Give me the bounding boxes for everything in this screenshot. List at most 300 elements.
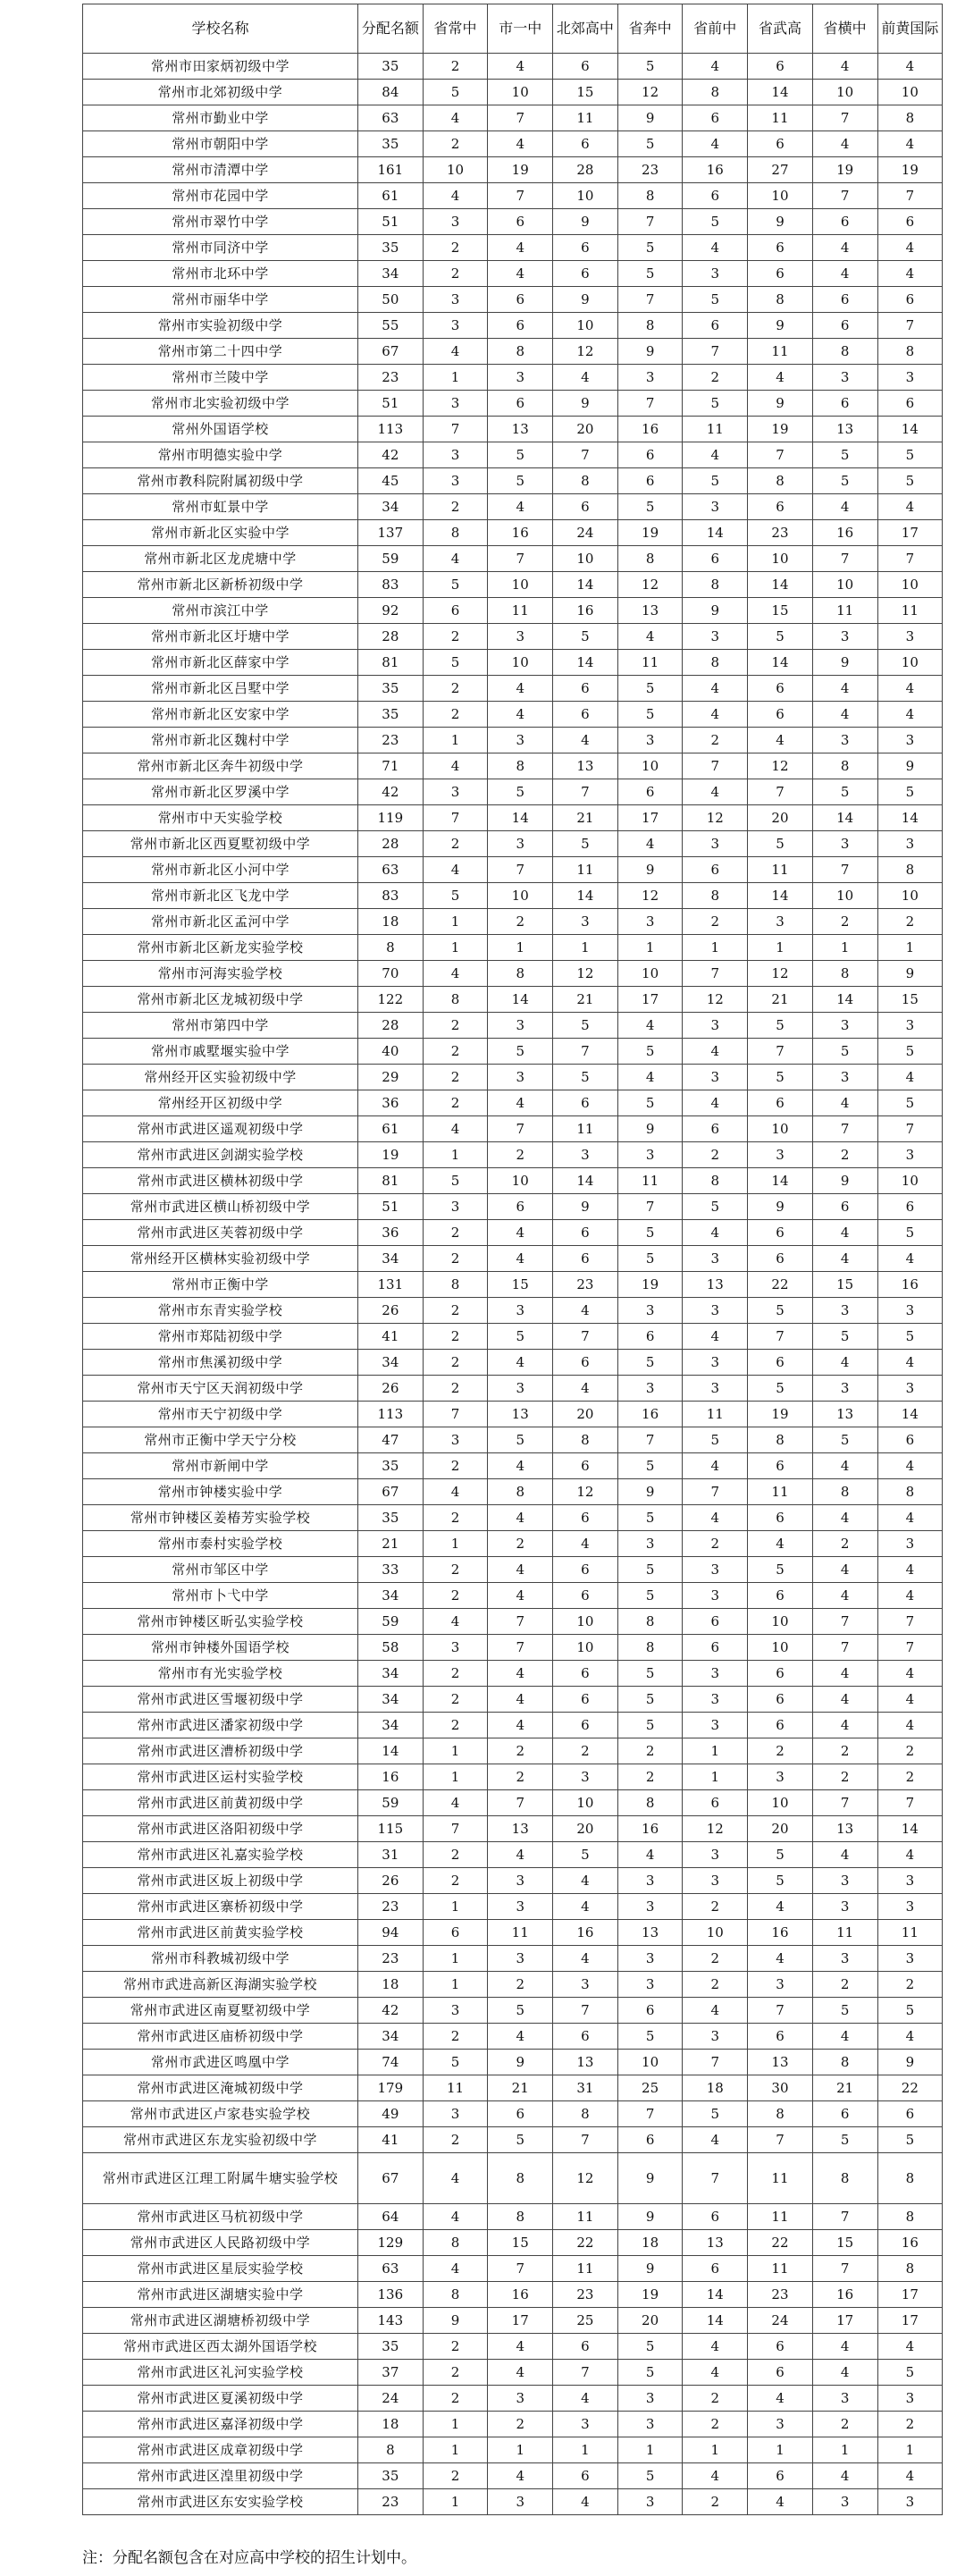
value-cell: 61 bbox=[358, 183, 424, 209]
value-cell: 2 bbox=[423, 2127, 488, 2153]
value-cell: 14 bbox=[877, 417, 943, 442]
value-cell: 19 bbox=[812, 157, 877, 183]
value-cell: 19 bbox=[617, 1272, 683, 1298]
value-cell: 3 bbox=[617, 728, 683, 753]
school-name-cell: 常州市翠竹中学 bbox=[83, 209, 358, 235]
value-cell: 2 bbox=[812, 1764, 877, 1790]
value-cell: 1 bbox=[488, 935, 553, 961]
table-row bbox=[83, 131, 943, 157]
value-cell: 6 bbox=[488, 1194, 553, 1220]
value-cell: 179 bbox=[358, 2075, 424, 2101]
value-cell: 71 bbox=[358, 753, 424, 779]
table-row bbox=[83, 1065, 943, 1090]
value-cell: 51 bbox=[358, 391, 424, 417]
school-name-cell: 常州市钟楼区姜椿芳实验学校 bbox=[83, 1505, 358, 1531]
value-cell: 34 bbox=[358, 1661, 424, 1687]
value-cell: 11 bbox=[748, 105, 813, 131]
value-cell: 59 bbox=[358, 1790, 424, 1816]
value-cell: 3 bbox=[683, 261, 748, 287]
value-cell: 21 bbox=[488, 2075, 553, 2101]
value-cell: 5 bbox=[423, 80, 488, 105]
value-cell: 5 bbox=[683, 2101, 748, 2127]
value-cell: 6 bbox=[553, 1505, 618, 1531]
header-allocation-quota: 分配名额 bbox=[358, 4, 424, 54]
table-row bbox=[83, 1116, 943, 1142]
value-cell: 7 bbox=[617, 1427, 683, 1453]
value-cell: 5 bbox=[877, 1090, 943, 1116]
value-cell: 9 bbox=[748, 209, 813, 235]
value-cell: 3 bbox=[812, 365, 877, 391]
value-cell: 9 bbox=[617, 857, 683, 883]
value-cell: 23 bbox=[358, 1946, 424, 1972]
value-cell: 11 bbox=[748, 339, 813, 365]
value-cell: 3 bbox=[488, 1946, 553, 1972]
value-cell: 6 bbox=[683, 857, 748, 883]
school-name-cell: 常州市新北区安家中学 bbox=[83, 702, 358, 728]
value-cell: 1 bbox=[553, 2437, 618, 2463]
value-cell: 3 bbox=[683, 1376, 748, 1402]
value-cell: 5 bbox=[488, 1039, 553, 1065]
value-cell: 35 bbox=[358, 1453, 424, 1479]
value-cell: 7 bbox=[553, 2127, 618, 2153]
school-name-cell: 常州市武进区南夏墅初级中学 bbox=[83, 1998, 358, 2024]
table-row bbox=[83, 1427, 943, 1453]
table-row bbox=[83, 1453, 943, 1479]
table-row bbox=[83, 753, 943, 779]
value-cell: 4 bbox=[812, 676, 877, 702]
value-cell: 4 bbox=[683, 2463, 748, 2489]
value-cell: 3 bbox=[748, 909, 813, 935]
school-name-cell: 常州市武进区遥观初级中学 bbox=[83, 1116, 358, 1142]
value-cell: 35 bbox=[358, 676, 424, 702]
value-cell: 33 bbox=[358, 1557, 424, 1583]
table-row bbox=[83, 805, 943, 831]
value-cell: 5 bbox=[877, 2127, 943, 2153]
value-cell: 8 bbox=[748, 2101, 813, 2127]
value-cell: 4 bbox=[877, 2463, 943, 2489]
value-cell: 42 bbox=[358, 1998, 424, 2024]
value-cell: 4 bbox=[488, 1505, 553, 1531]
value-cell: 7 bbox=[423, 1402, 488, 1427]
value-cell: 4 bbox=[423, 857, 488, 883]
table-row bbox=[83, 2256, 943, 2282]
value-cell: 6 bbox=[553, 2463, 618, 2489]
value-cell: 6 bbox=[683, 1790, 748, 1816]
value-cell: 6 bbox=[617, 1998, 683, 2024]
table-row bbox=[83, 468, 943, 494]
school-name-cell: 常州市武进区寨桥初级中学 bbox=[83, 1894, 358, 1920]
value-cell: 5 bbox=[617, 1583, 683, 1609]
value-cell: 4 bbox=[488, 131, 553, 157]
table-row bbox=[83, 1039, 943, 1065]
value-cell: 2 bbox=[877, 1738, 943, 1764]
table-row bbox=[83, 2050, 943, 2075]
value-cell: 8 bbox=[423, 2282, 488, 2308]
value-cell: 6 bbox=[683, 183, 748, 209]
table-row bbox=[83, 157, 943, 183]
value-cell: 4 bbox=[553, 1946, 618, 1972]
value-cell: 113 bbox=[358, 417, 424, 442]
value-cell: 8 bbox=[877, 2256, 943, 2282]
value-cell: 6 bbox=[553, 702, 618, 728]
value-cell: 6 bbox=[877, 1427, 943, 1453]
value-cell: 4 bbox=[683, 1324, 748, 1350]
value-cell: 131 bbox=[358, 1272, 424, 1298]
value-cell: 3 bbox=[617, 1298, 683, 1324]
value-cell: 16 bbox=[617, 1816, 683, 1842]
value-cell: 4 bbox=[748, 1946, 813, 1972]
school-name-cell: 常州市新北区实验中学 bbox=[83, 520, 358, 546]
value-cell: 7 bbox=[748, 1324, 813, 1350]
table-row bbox=[83, 1946, 943, 1972]
value-cell: 34 bbox=[358, 494, 424, 520]
value-cell: 4 bbox=[488, 1842, 553, 1868]
table-row bbox=[83, 598, 943, 624]
value-cell: 9 bbox=[553, 209, 618, 235]
value-cell: 7 bbox=[812, 857, 877, 883]
value-cell: 14 bbox=[488, 987, 553, 1013]
value-cell: 4 bbox=[553, 365, 618, 391]
school-name-cell: 常州外国语学校 bbox=[83, 417, 358, 442]
value-cell: 3 bbox=[617, 1376, 683, 1402]
value-cell: 7 bbox=[812, 2256, 877, 2282]
value-cell: 30 bbox=[748, 2075, 813, 2101]
value-cell: 2 bbox=[423, 1376, 488, 1402]
value-cell: 10 bbox=[553, 1790, 618, 1816]
value-cell: 19 bbox=[617, 520, 683, 546]
table-row bbox=[83, 2437, 943, 2463]
school-name-cell: 常州市卜弋中学 bbox=[83, 1583, 358, 1609]
school-name-cell: 常州经开区实验初级中学 bbox=[83, 1065, 358, 1090]
value-cell: 34 bbox=[358, 1713, 424, 1738]
value-cell: 6 bbox=[812, 313, 877, 339]
value-cell: 4 bbox=[877, 1842, 943, 1868]
value-cell: 5 bbox=[748, 1557, 813, 1583]
table-row bbox=[83, 105, 943, 131]
value-cell: 1 bbox=[423, 728, 488, 753]
value-cell: 3 bbox=[423, 442, 488, 468]
value-cell: 13 bbox=[683, 2230, 748, 2256]
value-cell: 5 bbox=[812, 2127, 877, 2153]
value-cell: 7 bbox=[488, 1635, 553, 1661]
value-cell: 4 bbox=[812, 1453, 877, 1479]
value-cell: 11 bbox=[877, 1920, 943, 1946]
value-cell: 8 bbox=[812, 339, 877, 365]
value-cell: 2 bbox=[423, 2334, 488, 2360]
value-cell: 10 bbox=[877, 80, 943, 105]
school-name-cell: 常州市武进区横山桥初级中学 bbox=[83, 1194, 358, 1220]
table-row bbox=[83, 261, 943, 287]
value-cell: 6 bbox=[423, 598, 488, 624]
value-cell: 35 bbox=[358, 131, 424, 157]
value-cell: 8 bbox=[812, 2050, 877, 2075]
value-cell: 1 bbox=[617, 935, 683, 961]
value-cell: 119 bbox=[358, 805, 424, 831]
value-cell: 11 bbox=[617, 1168, 683, 1194]
value-cell: 3 bbox=[877, 831, 943, 857]
value-cell: 10 bbox=[553, 546, 618, 572]
value-cell: 2 bbox=[488, 1531, 553, 1557]
table-row bbox=[83, 1609, 943, 1635]
value-cell: 4 bbox=[683, 676, 748, 702]
value-cell: 3 bbox=[423, 391, 488, 417]
school-name-cell: 常州市正衡中学天宁分校 bbox=[83, 1427, 358, 1453]
value-cell: 7 bbox=[877, 183, 943, 209]
value-cell: 1 bbox=[748, 2437, 813, 2463]
school-name-cell: 常州市花园中学 bbox=[83, 183, 358, 209]
value-cell: 6 bbox=[748, 702, 813, 728]
value-cell: 14 bbox=[683, 520, 748, 546]
value-cell: 6 bbox=[488, 209, 553, 235]
header-school: 省横中 bbox=[812, 4, 877, 54]
value-cell: 2 bbox=[617, 1738, 683, 1764]
value-cell: 49 bbox=[358, 2101, 424, 2127]
value-cell: 5 bbox=[748, 831, 813, 857]
value-cell: 6 bbox=[748, 1220, 813, 1246]
header-school: 市一中 bbox=[488, 4, 553, 54]
value-cell: 10 bbox=[553, 1635, 618, 1661]
value-cell: 3 bbox=[488, 831, 553, 857]
value-cell: 4 bbox=[488, 1220, 553, 1246]
value-cell: 11 bbox=[553, 2256, 618, 2282]
value-cell: 4 bbox=[877, 1453, 943, 1479]
value-cell: 3 bbox=[423, 313, 488, 339]
value-cell: 3 bbox=[812, 2489, 877, 2515]
value-cell: 6 bbox=[877, 1194, 943, 1220]
value-cell: 2 bbox=[877, 1972, 943, 1998]
value-cell: 51 bbox=[358, 209, 424, 235]
value-cell: 23 bbox=[358, 2489, 424, 2515]
school-name-cell: 常州市武进区西太湖外国语学校 bbox=[83, 2334, 358, 2360]
value-cell: 7 bbox=[877, 1609, 943, 1635]
value-cell: 74 bbox=[358, 2050, 424, 2075]
value-cell: 16 bbox=[683, 157, 748, 183]
school-name-cell: 常州市明德实验中学 bbox=[83, 442, 358, 468]
value-cell: 6 bbox=[553, 2334, 618, 2360]
school-name-cell: 常州市郑陆初级中学 bbox=[83, 1324, 358, 1350]
table-row bbox=[83, 313, 943, 339]
value-cell: 47 bbox=[358, 1427, 424, 1453]
value-cell: 6 bbox=[617, 1324, 683, 1350]
value-cell: 7 bbox=[488, 546, 553, 572]
value-cell: 6 bbox=[748, 131, 813, 157]
value-cell: 6 bbox=[748, 54, 813, 80]
value-cell: 8 bbox=[423, 987, 488, 1013]
value-cell: 1 bbox=[812, 2437, 877, 2463]
value-cell: 50 bbox=[358, 287, 424, 313]
value-cell: 3 bbox=[877, 1376, 943, 1402]
value-cell: 3 bbox=[683, 1013, 748, 1039]
value-cell: 70 bbox=[358, 961, 424, 987]
value-cell: 9 bbox=[617, 1479, 683, 1505]
value-cell: 3 bbox=[617, 2489, 683, 2515]
value-cell: 2 bbox=[423, 494, 488, 520]
table-row bbox=[83, 546, 943, 572]
value-cell: 4 bbox=[877, 1713, 943, 1738]
value-cell: 5 bbox=[617, 1453, 683, 1479]
school-name-cell: 常州市邹区中学 bbox=[83, 1557, 358, 1583]
table-row bbox=[83, 1635, 943, 1661]
value-cell: 21 bbox=[748, 987, 813, 1013]
value-cell: 10 bbox=[877, 883, 943, 909]
value-cell: 5 bbox=[553, 1013, 618, 1039]
value-cell: 4 bbox=[748, 2489, 813, 2515]
value-cell: 11 bbox=[748, 1479, 813, 1505]
value-cell: 11 bbox=[488, 598, 553, 624]
school-name-cell: 常州市武进区运村实验学校 bbox=[83, 1764, 358, 1790]
value-cell: 4 bbox=[423, 183, 488, 209]
table-row bbox=[83, 1479, 943, 1505]
value-cell: 11 bbox=[683, 417, 748, 442]
value-cell: 1 bbox=[812, 935, 877, 961]
school-name-cell: 常州市武进区嘉泽初级中学 bbox=[83, 2412, 358, 2437]
value-cell: 92 bbox=[358, 598, 424, 624]
school-name-cell: 常州市武进区横林初级中学 bbox=[83, 1168, 358, 1194]
value-cell: 20 bbox=[553, 417, 618, 442]
value-cell: 2 bbox=[488, 909, 553, 935]
school-name-cell: 常州市武进区雪堰初级中学 bbox=[83, 1687, 358, 1713]
value-cell: 12 bbox=[683, 805, 748, 831]
value-cell: 3 bbox=[488, 2489, 553, 2515]
value-cell: 6 bbox=[683, 2204, 748, 2230]
table-row bbox=[83, 1816, 943, 1842]
value-cell: 7 bbox=[748, 1998, 813, 2024]
value-cell: 3 bbox=[812, 1013, 877, 1039]
value-cell: 4 bbox=[877, 2334, 943, 2360]
value-cell: 14 bbox=[877, 805, 943, 831]
table-row bbox=[83, 2101, 943, 2127]
value-cell: 12 bbox=[617, 572, 683, 598]
table-row bbox=[83, 1402, 943, 1427]
value-cell: 11 bbox=[812, 598, 877, 624]
value-cell: 2 bbox=[877, 1764, 943, 1790]
value-cell: 2 bbox=[683, 2412, 748, 2437]
value-cell: 7 bbox=[553, 442, 618, 468]
table-row bbox=[83, 2282, 943, 2308]
value-cell: 2 bbox=[423, 831, 488, 857]
value-cell: 5 bbox=[617, 1713, 683, 1738]
value-cell: 3 bbox=[617, 2412, 683, 2437]
value-cell: 34 bbox=[358, 1246, 424, 1272]
table-row bbox=[83, 339, 943, 365]
value-cell: 6 bbox=[683, 1116, 748, 1142]
value-cell: 4 bbox=[488, 1350, 553, 1376]
value-cell: 2 bbox=[683, 365, 748, 391]
value-cell: 23 bbox=[358, 365, 424, 391]
value-cell: 6 bbox=[683, 546, 748, 572]
value-cell: 34 bbox=[358, 261, 424, 287]
value-cell: 7 bbox=[877, 546, 943, 572]
value-cell: 2 bbox=[423, 2024, 488, 2050]
value-cell: 35 bbox=[358, 235, 424, 261]
value-cell: 4 bbox=[488, 1557, 553, 1583]
value-cell: 1 bbox=[423, 365, 488, 391]
value-cell: 2 bbox=[683, 1972, 748, 1998]
value-cell: 14 bbox=[748, 1168, 813, 1194]
value-cell: 40 bbox=[358, 1039, 424, 1065]
school-name-cell: 常州市新北区吕墅中学 bbox=[83, 676, 358, 702]
header-school: 北郊高中 bbox=[553, 4, 618, 54]
value-cell: 5 bbox=[877, 1998, 943, 2024]
value-cell: 28 bbox=[553, 157, 618, 183]
value-cell: 22 bbox=[748, 2230, 813, 2256]
value-cell: 11 bbox=[812, 1920, 877, 1946]
value-cell: 1 bbox=[423, 1764, 488, 1790]
value-cell: 3 bbox=[617, 1894, 683, 1920]
value-cell: 2 bbox=[877, 909, 943, 935]
value-cell: 22 bbox=[877, 2075, 943, 2101]
school-name-cell: 常州市新北区新桥初级中学 bbox=[83, 572, 358, 598]
value-cell: 9 bbox=[617, 2256, 683, 2282]
value-cell: 2 bbox=[617, 1764, 683, 1790]
value-cell: 3 bbox=[748, 1142, 813, 1168]
value-cell: 5 bbox=[553, 1065, 618, 1090]
value-cell: 1 bbox=[423, 1894, 488, 1920]
value-cell: 13 bbox=[488, 1402, 553, 1427]
value-cell: 16 bbox=[488, 2282, 553, 2308]
table-row bbox=[83, 1324, 943, 1350]
value-cell: 5 bbox=[617, 1039, 683, 1065]
value-cell: 3 bbox=[812, 1894, 877, 1920]
value-cell: 8 bbox=[488, 961, 553, 987]
value-cell: 81 bbox=[358, 1168, 424, 1194]
value-cell: 4 bbox=[683, 1039, 748, 1065]
value-cell: 7 bbox=[553, 1324, 618, 1350]
value-cell: 6 bbox=[748, 2463, 813, 2489]
value-cell: 23 bbox=[748, 2282, 813, 2308]
value-cell: 67 bbox=[358, 1479, 424, 1505]
value-cell: 4 bbox=[812, 1583, 877, 1609]
value-cell: 143 bbox=[358, 2308, 424, 2334]
value-cell: 4 bbox=[877, 261, 943, 287]
value-cell: 8 bbox=[617, 546, 683, 572]
value-cell: 3 bbox=[812, 1946, 877, 1972]
value-cell: 2 bbox=[423, 1065, 488, 1090]
value-cell: 4 bbox=[488, 1090, 553, 1116]
value-cell: 45 bbox=[358, 468, 424, 494]
value-cell: 4 bbox=[423, 1790, 488, 1816]
value-cell: 4 bbox=[748, 1531, 813, 1557]
value-cell: 9 bbox=[617, 1116, 683, 1142]
value-cell: 7 bbox=[488, 183, 553, 209]
school-name-cell: 常州市武进区淹城初级中学 bbox=[83, 2075, 358, 2101]
school-name-cell: 常州市朝阳中学 bbox=[83, 131, 358, 157]
value-cell: 2 bbox=[683, 728, 748, 753]
value-cell: 8 bbox=[423, 2230, 488, 2256]
value-cell: 61 bbox=[358, 1116, 424, 1142]
table-row bbox=[83, 235, 943, 261]
value-cell: 3 bbox=[748, 2412, 813, 2437]
value-cell: 13 bbox=[553, 2050, 618, 2075]
value-cell: 4 bbox=[683, 2360, 748, 2386]
value-cell: 6 bbox=[553, 1687, 618, 1713]
table-row bbox=[83, 2153, 943, 2204]
value-cell: 5 bbox=[617, 494, 683, 520]
table-body bbox=[83, 54, 943, 2515]
school-name-cell: 常州市教科院附属初级中学 bbox=[83, 468, 358, 494]
school-name-cell: 常州市钟楼区昕弘实验学校 bbox=[83, 1609, 358, 1635]
value-cell: 6 bbox=[553, 1220, 618, 1246]
value-cell: 4 bbox=[683, 779, 748, 805]
value-cell: 14 bbox=[748, 883, 813, 909]
value-cell: 16 bbox=[617, 417, 683, 442]
value-cell: 6 bbox=[812, 2101, 877, 2127]
value-cell: 12 bbox=[617, 80, 683, 105]
value-cell: 4 bbox=[683, 235, 748, 261]
value-cell: 2 bbox=[488, 1738, 553, 1764]
value-cell: 81 bbox=[358, 650, 424, 676]
value-cell: 17 bbox=[877, 520, 943, 546]
